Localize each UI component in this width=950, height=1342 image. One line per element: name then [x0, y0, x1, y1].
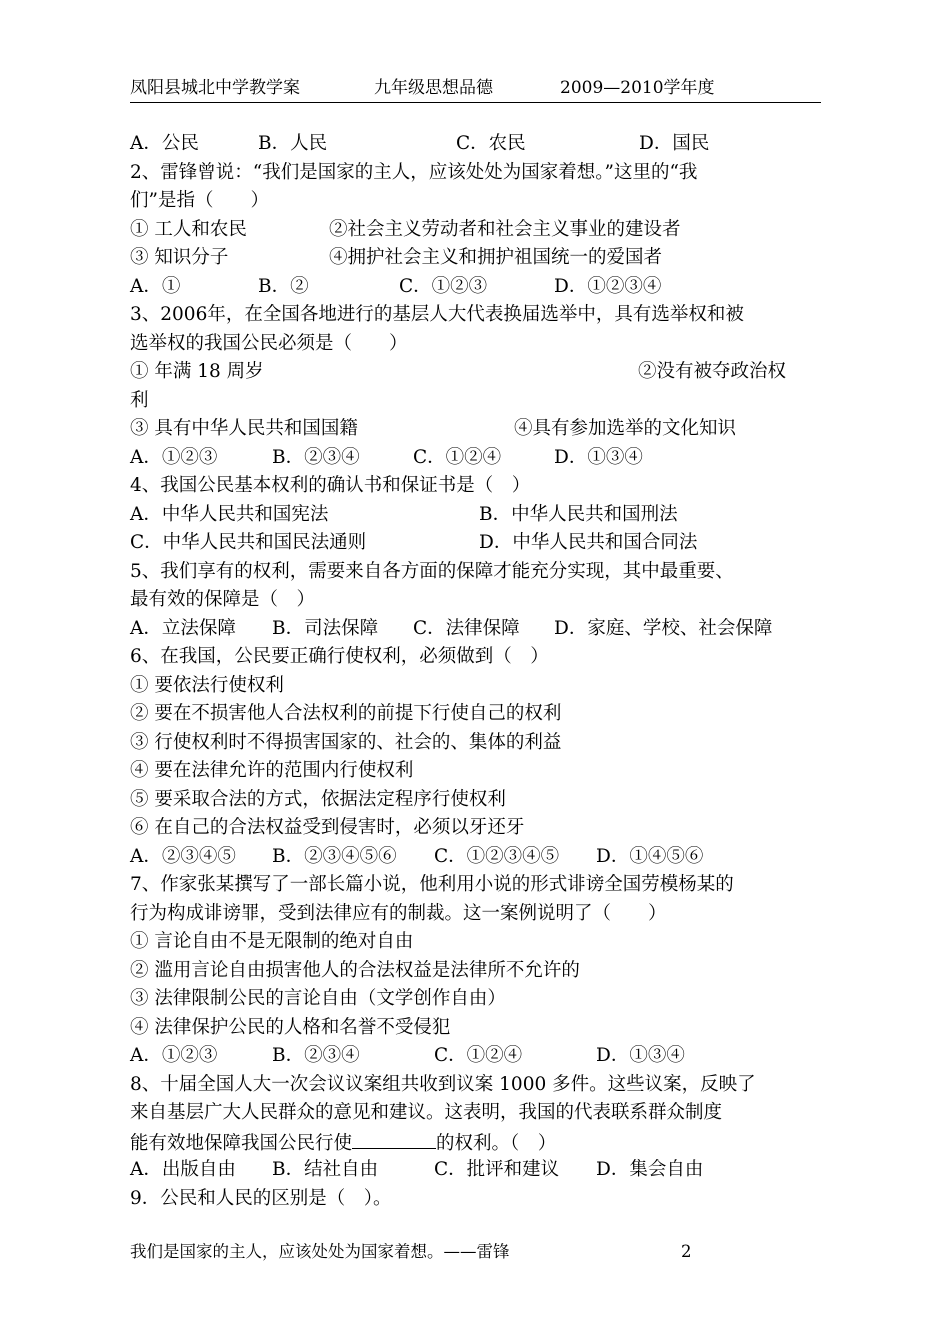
q3-stem-line2: 选举权的我国公民必须是（ ）: [130, 332, 408, 354]
q8-stem-line2: 来自基层广大人民群众的意见和建议。这表明，我国的代表联系群众制度: [130, 1102, 723, 1123]
q8-stem-line3: [130, 1128, 821, 1157]
q4-option-a: A．中华人民共和国宪法: [130, 503, 329, 525]
q8-stem-line3-end: 的权利。（ ）: [436, 1132, 557, 1154]
q3-item-3: ③ 具有中华人民共和国国籍: [130, 418, 358, 439]
q6-stem: 6、在我国，公民要正确行使权利，必须做到（ ）: [130, 646, 549, 667]
q8-option-d: D．集会自由: [596, 1159, 704, 1180]
q1-options: [130, 130, 821, 159]
q6-item-6: ⑥ 在自己的合法权益受到侵害时，必须以牙还牙: [130, 817, 525, 838]
q2-item-4: ④拥护社会主义和拥护祖国统一的爱国者: [329, 247, 663, 268]
q5-option-d: D．家庭、学校、社会保障: [554, 617, 773, 639]
q3-stem-line1: 3、2006年，在全国各地进行的基层人大代表换届选举中，具有选举权和被: [130, 304, 744, 325]
page-header: [130, 74, 821, 103]
q4-option-c: C．中华人民共和国民法通则: [130, 532, 367, 553]
q3-items-row2: [130, 415, 821, 444]
q4-option-b: B．中华人民共和国刑法: [479, 503, 678, 525]
page-footer: [130, 1240, 821, 1264]
q1-option-a: A．公民: [130, 133, 199, 154]
q5-stem-line2: 最有效的保障是（ ）: [130, 589, 316, 610]
q3-items-row1: [130, 358, 821, 387]
q8-option-c: C．批评和建议: [434, 1159, 560, 1180]
q6-option-c: C．①②③④⑤: [434, 845, 560, 867]
page-number: 2: [681, 1242, 692, 1261]
q2-stem-line2: 们”是指（ ）: [130, 190, 269, 211]
q6-option-b: B．②③④⑤⑥: [272, 845, 397, 867]
q4-options-row2: [130, 529, 821, 558]
q2-option-b: B．②: [258, 275, 309, 297]
q8-options: [130, 1156, 821, 1185]
q8-stem-line1: 8、十届全国人大一次会议议案组共收到议案 1000 多件。这些议案，反映了: [130, 1073, 756, 1095]
question-content: [130, 130, 821, 1213]
q3-option-d: D．①③④: [554, 446, 643, 468]
q6-item-3: ③ 行使权利时不得损害国家的、社会的、集体的利益: [130, 731, 562, 753]
q5-stem-line1: 5、我们享有的权利，需要来自各方面的保障才能充分实现，其中最重要、: [130, 560, 734, 582]
q7-stem-line2: 行为构成诽谤罪，受到法律应有的制裁。这一案例说明了（ ）: [130, 902, 667, 924]
q2-option-c: C．①②③: [399, 275, 488, 297]
q7-option-a: A．①②③: [130, 1045, 218, 1066]
q3-item-4: ④具有参加选举的文化知识: [514, 418, 737, 439]
q1-option-d: D．国民: [639, 133, 710, 154]
q2-items-row1: [130, 216, 821, 245]
q7-item-1: ① 言论自由不是无限制的绝对自由: [130, 931, 414, 952]
q2-items-row2: [130, 244, 821, 273]
q5-option-a: A．立法保障: [130, 617, 236, 639]
q4-options-row1: [130, 501, 821, 530]
q6-option-a: A．②③④⑤: [130, 845, 236, 867]
q8-option-b: B．结社自由: [272, 1159, 379, 1180]
q6-item-5: ⑤ 要采取合法的方式，依据法定程序行使权利: [130, 788, 506, 810]
q2-stem-line1: 2、雷锋曾说：“我们是国家的主人，应该处处为国家着想。”这里的“我: [130, 161, 698, 183]
q2-item-3: ③ 知识分子: [130, 247, 229, 268]
header-grade: 九年级思想品德: [374, 78, 493, 98]
q3-item-2-continued: 利: [130, 389, 149, 411]
q9-stem: 9．公民和人民的区别是（ ）。: [130, 1187, 392, 1209]
header-school: 凤阳县城北中学教学案: [130, 78, 300, 98]
q6-item-4: ④ 要在法律允许的范围内行使权利: [130, 760, 414, 781]
q8-stem-line3-start: 能有效地保障我国公民行使: [130, 1132, 353, 1154]
q6-options: [130, 843, 821, 872]
q2-item-1: ① 工人和农民: [130, 218, 247, 240]
q7-option-c: C．①②④: [434, 1045, 523, 1066]
q5-options: [130, 615, 821, 644]
footer-motto: 我们是国家的主人，应该处处为国家着想。——雷锋: [130, 1242, 510, 1261]
q5-option-b: B．司法保障: [272, 617, 379, 639]
q6-option-d: D．①④⑤⑥: [596, 845, 704, 867]
q7-option-b: B．②③④: [272, 1045, 360, 1066]
q3-options: [130, 444, 821, 473]
q6-item-2: ② 要在不损害他人合法权利的前提下行使自己的权利: [130, 703, 562, 724]
q1-option-b: B．人民: [258, 133, 328, 154]
q8-option-a: A．出版自由: [130, 1159, 236, 1180]
q4-option-d: D．中华人民共和国合同法: [479, 532, 698, 553]
q7-options: [130, 1042, 821, 1071]
q3-option-b: B．②③④: [272, 446, 360, 468]
q2-option-a: A．①: [130, 275, 181, 297]
q6-item-1: ① 要依法行使权利: [130, 674, 284, 696]
q7-stem-line1: 7、作家张某撰写了一部长篇小说，他利用小说的形式诽谤全国劳模杨某的: [130, 874, 734, 895]
q2-option-d: D．①②③④: [554, 275, 662, 297]
q7-item-4: ④ 法律保护公民的人格和名誉不受侵犯: [130, 1016, 451, 1038]
header-year: 2009—2010学年度: [560, 78, 715, 98]
q4-stem: 4、我国公民基本权利的确认书和保证书是（ ）: [130, 475, 531, 496]
q5-option-c: C．法律保障: [413, 617, 520, 639]
q3-option-a: A．①②③: [130, 446, 218, 468]
answer-blank: [352, 1128, 436, 1149]
q2-options: [130, 273, 821, 302]
q3-option-c: C．①②④: [413, 446, 502, 468]
q3-item-2: ②没有被夺政治权: [638, 361, 787, 382]
q7-item-2: ② 滥用言论自由损害他人的合法权益是法律所不允许的: [130, 959, 580, 981]
q7-option-d: D．①③④: [596, 1045, 685, 1066]
q1-option-c: C．农民: [456, 133, 526, 154]
q7-item-3: ③ 法律限制公民的言论自由（文学创作自由）: [130, 988, 506, 1009]
q2-item-2: ②社会主义劳动者和社会主义事业的建设者: [329, 218, 681, 240]
q3-item-1: ① 年满 18 周岁: [130, 361, 264, 382]
